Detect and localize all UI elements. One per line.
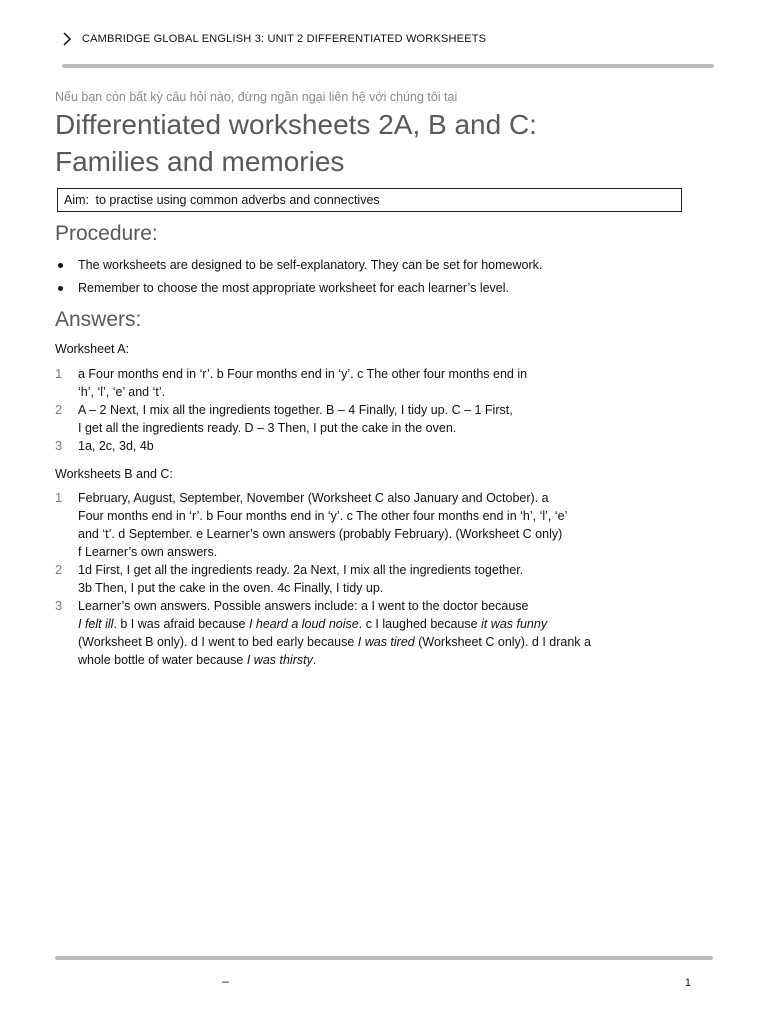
item-number: 2 <box>55 562 63 577</box>
aim-text: to practise using common adverbs and connectives <box>95 193 380 207</box>
answer-line: a Four months end in ‘r’. b Four months end in ‘y’. c The other four months end in <box>78 367 528 381</box>
title-line-2: Families and memories <box>55 146 345 177</box>
answer-line: and ‘t’. d September. e Learner’s own answers (probably February). (Worksheet C only) <box>78 527 563 541</box>
title-line-1: Differentiated worksheets 2A, B and C: <box>55 109 537 140</box>
item-number: 3 <box>55 598 63 613</box>
header-divider <box>62 64 714 68</box>
chevron-right-icon <box>58 30 76 48</box>
answer-line: February, August, September, November (Worksheet C also January and October). a <box>78 491 549 505</box>
procedure-item: Remember to choose the most appropriate worksheet for each learner’s level. <box>55 281 715 296</box>
answer-line: A – 2 Next, I mix all the ingredients together. B – 4 Finally, I tidy up. C – 1 First, <box>78 403 513 417</box>
worksheet-bc-heading: Worksheets B and C: <box>55 467 173 481</box>
page-title <box>55 106 715 180</box>
running-header <box>58 30 486 48</box>
footer-dash: – <box>222 974 229 988</box>
aim-label: Aim: <box>64 193 89 207</box>
answer-line: Four months end in ‘r’. b Four months end in ‘y’. c The other four months end in ‘h’, ‘l’, ‘e’ <box>78 509 568 523</box>
item-number: 3 <box>55 438 63 453</box>
answer-line: 3b Then, I put the cake in the oven. 4c Finally, I tidy up. <box>78 581 384 595</box>
intro-text: Nếu bạn còn bất kỳ câu hỏi nào, đừng ngần ngại liên hệ với chúng tôi tại <box>55 90 458 104</box>
answer-text: whole bottle of water because <box>78 653 247 667</box>
answer-emphasis: I was tired <box>357 635 415 649</box>
list-item <box>55 561 675 597</box>
footer-divider <box>55 956 713 960</box>
procedure-list <box>55 258 715 304</box>
item-number: 2 <box>55 402 63 417</box>
answer-line: ‘h’, ‘l’, ‘e’ and ‘t’. <box>78 385 166 399</box>
aim-box <box>57 188 682 212</box>
answer-emphasis: it was funny <box>481 617 548 631</box>
answers-heading: Answers: <box>55 308 142 331</box>
answer-text: (Worksheet B only). d I went to bed early because <box>78 635 358 649</box>
answer-text: . <box>312 653 317 667</box>
answer-line: 1d First, I get all the ingredients ready. 2a Next, I mix all the ingredients together. <box>78 563 524 577</box>
procedure-heading: Procedure: <box>55 222 158 245</box>
answer-line: f Learner’s own answers. <box>78 545 218 559</box>
list-item <box>55 401 675 437</box>
answer-text: Learner’s own answers. Possible answers include: a I went to the doctor because <box>78 599 529 613</box>
answer-emphasis: I heard a loud noise <box>248 617 359 631</box>
answer-text: (Worksheet C only). d I drank a <box>414 635 591 649</box>
answer-emphasis: I was thirsty <box>246 653 313 667</box>
list-item <box>55 597 675 669</box>
answer-text: . b I was afraid because <box>113 617 249 631</box>
answer-line: I get all the ingredients ready. D – 3 Then, I put the cake in the oven. <box>78 421 457 435</box>
answer-line: 1a, 2c, 3d, 4b <box>78 439 154 453</box>
procedure-item: The worksheets are designed to be self-explanatory. They can be set for homework. <box>55 258 715 273</box>
item-number: 1 <box>55 366 63 381</box>
list-item <box>55 365 675 401</box>
answer-text: . c I laughed because <box>358 617 482 631</box>
item-number: 1 <box>55 490 63 505</box>
header-title: CAMBRIDGE GLOBAL ENGLISH 3: UNIT 2 DIFFERENTIATED WORKSHEETS <box>82 33 487 45</box>
list-item <box>55 489 675 561</box>
page-number: 1 <box>684 977 691 989</box>
worksheet-a-answers <box>55 365 675 455</box>
worksheet-a-heading: Worksheet A: <box>55 342 130 356</box>
list-item <box>55 437 675 455</box>
answer-emphasis: I felt ill <box>78 617 114 631</box>
worksheet-bc-answers <box>55 489 675 669</box>
